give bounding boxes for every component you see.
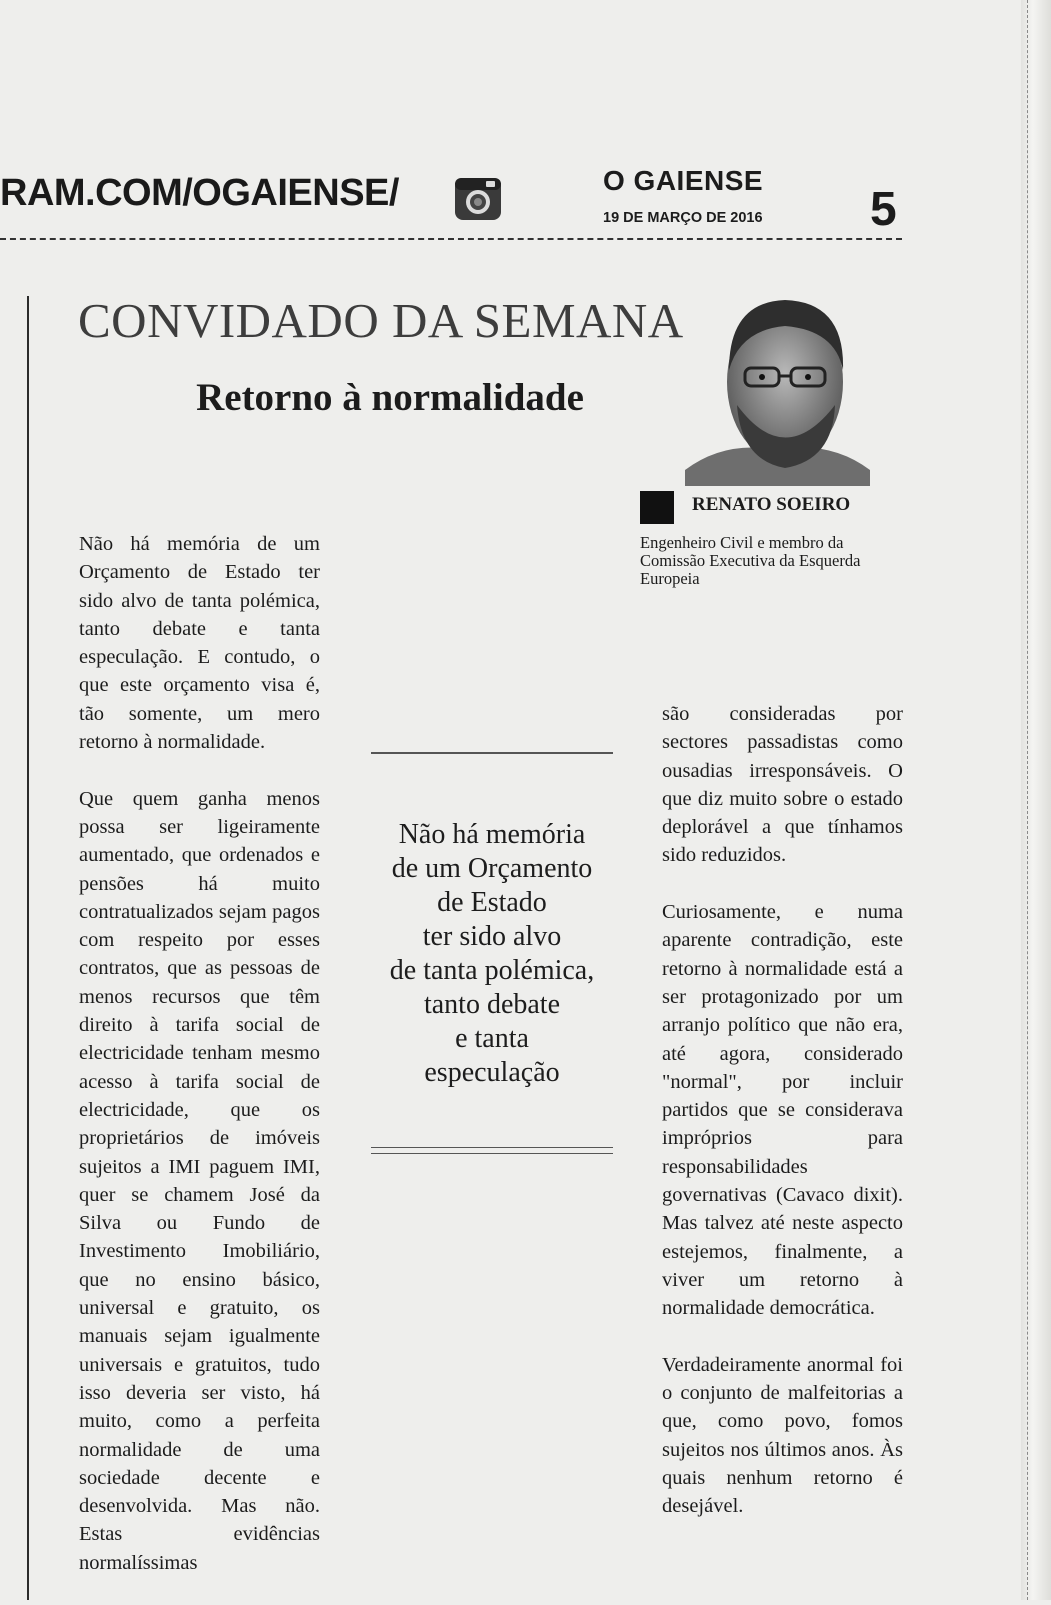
page-number: 5 [870, 183, 897, 236]
page-fold-line [1027, 0, 1028, 1600]
author-marker [640, 491, 674, 524]
pull-quote-line: tanto debate [423, 989, 561, 1020]
author-name: RENATO SOEIRO [692, 494, 851, 515]
issue-date: 19 DE MARÇO DE 2016 [603, 210, 763, 226]
article-headline: Retorno à normalidade [196, 376, 584, 419]
author-portrait [685, 290, 870, 486]
pull-quote [371, 818, 613, 1090]
pull-quote-line: ter sido alvo [422, 921, 562, 952]
paper-edge [1021, 0, 1051, 1600]
article-column-right [662, 700, 903, 1549]
paragraph: Que quem ganha menos possa ser ligeiramente aumentado, que ordenados e pensões há muito contratualizados sejam pagos com respeito por esses contratos, que as pessoas de menos recursos que têm direito à tarifa social de electricidade tenham mesmo acesso à tarifa social de electricidade, que os proprietários de imóveis sujeitos a IMI paguem IMI, quer se chamem José da Silva ou Fundo de Investimento Imobiliário, que no ensino básico, universal e gratuito, os manuais sejam igualmente universais e gratuitos, tudo isso deveria ser visto, há muito, como a perfeita normalidade de uma sociedade decente e desenvolvida. Mas não. Estas evidências normalíssimas [79, 787, 320, 1574]
article-column-left [79, 530, 320, 1605]
pull-quote-line: especulação [424, 1057, 560, 1088]
pull-quote-line: de tanta polémica, [389, 955, 595, 986]
column-rule [27, 296, 29, 1600]
social-url: RAM.COM/OGAIENSE/ [0, 172, 399, 214]
paragraph: Curiosamente, e numa aparente contradição, este retorno à normalidade está a ser protagonizado por um arranjo político que não era, até agora, considerado "normal", por incluir partidos que se considerava impróprios para responsabilidades governativas (Cavaco dixit). Mas talvez até neste aspecto estejemos, finalmente, a viver um retorno à normalidade democrática. [662, 901, 903, 1320]
header-divider [0, 238, 902, 240]
paragraph: Verdadeiramente anormal foi o conjunto de malfeitorias a que, como povo, fomos sujeitos nos últimos anos. Às quais nenhum retorno é desejável. [662, 1353, 903, 1518]
pull-quote-rule-top [371, 752, 613, 754]
newspaper-name: O GAIENSE [603, 165, 764, 196]
pull-quote-line: de um Orçamento [391, 853, 593, 884]
pull-quote-line: de Estado [437, 887, 547, 918]
paragraph: são consideradas por sectores passadistas como ousadias irresponsáveis. O que diz muito sobre o estado deplorável a que tínhamos sido reduzidos. [662, 703, 903, 867]
paragraph: Não há memória de um Orçamento de Estado ter sido alvo de tanta polémica, tanto debate e tanta especulação. E contudo, o que este orçamento visa é, tão somente, um mero retorno à normalidade. [79, 533, 320, 754]
author-bio: Engenheiro Civil e membro da Comissão Executiva da Esquerda Europeia [640, 533, 861, 588]
pull-quote-line: Não há memória [398, 819, 586, 850]
pull-quote-line: e tanta [455, 1023, 529, 1054]
camera-icon [453, 174, 503, 222]
section-title: CONVIDADO DA SEMANA [78, 293, 684, 348]
pull-quote-rule-bottom [371, 1147, 613, 1154]
